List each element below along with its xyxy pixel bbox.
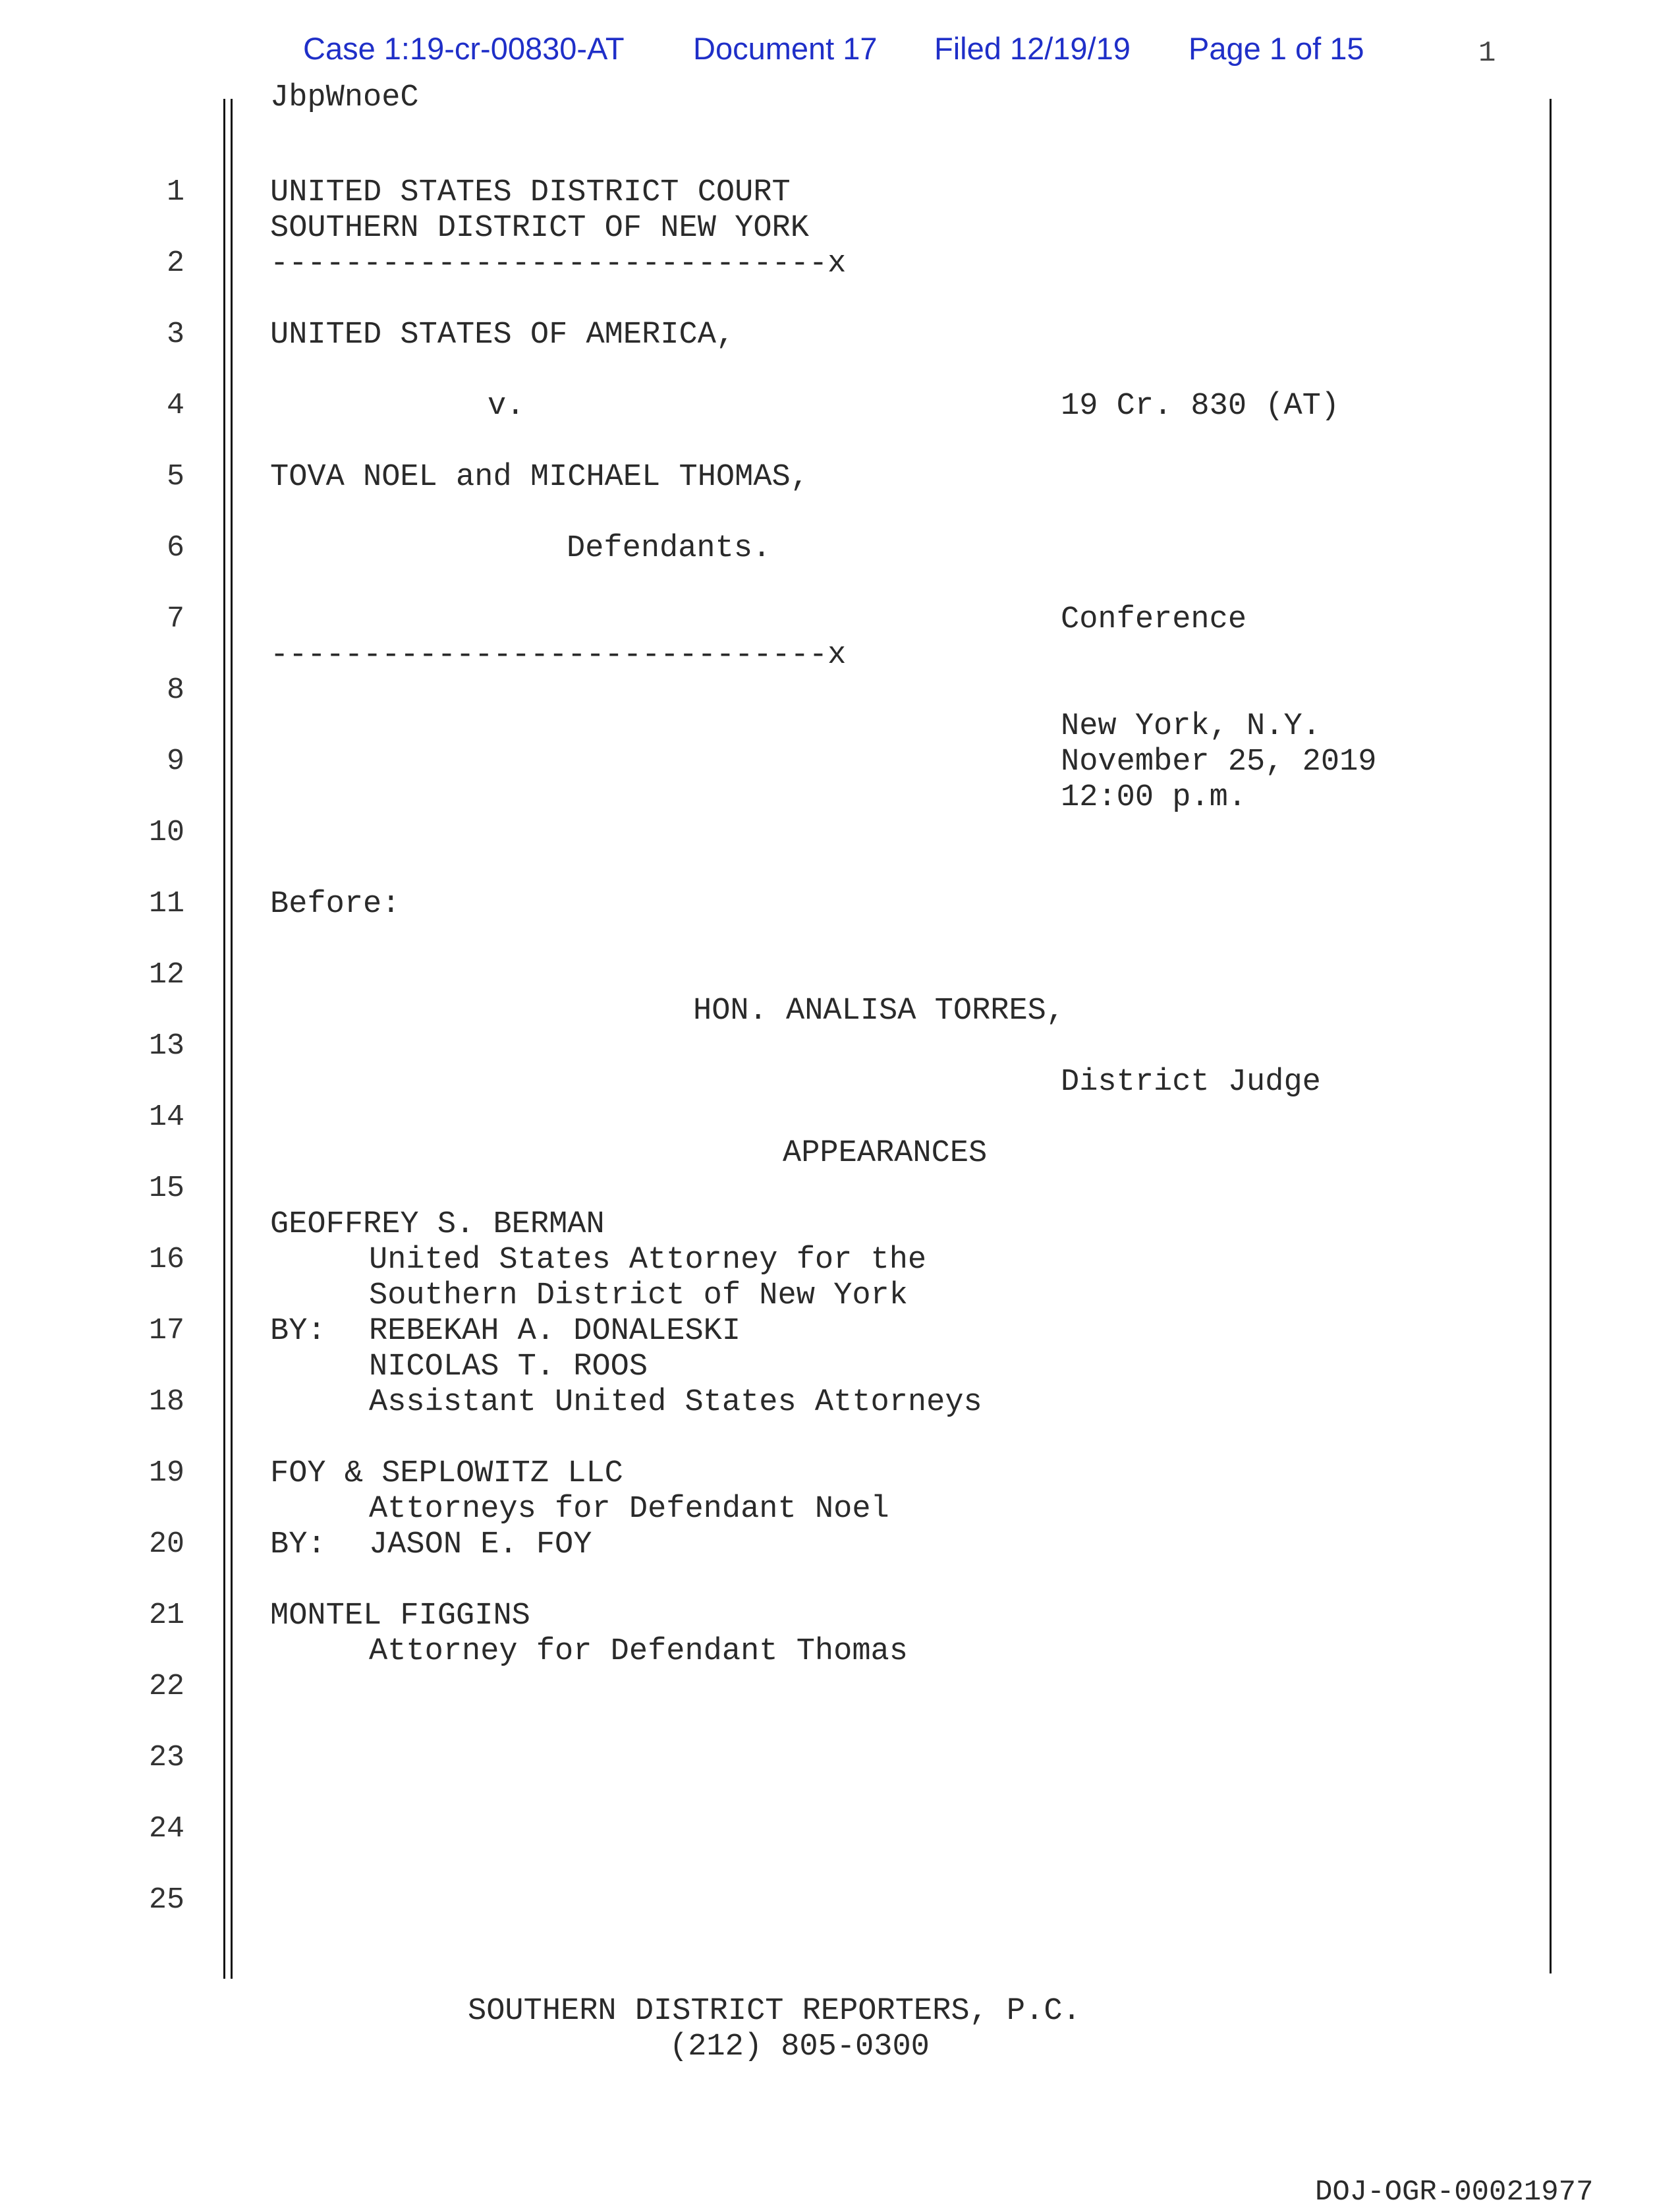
line-number: 18 (148, 1385, 184, 1419)
line-number: 22 (148, 1670, 184, 1703)
defendants-names: TOVA NOEL and MICHAEL THOMAS, (270, 460, 809, 495)
judge-name: HON. ANALISA TORRES, (693, 994, 1065, 1029)
reporter-phone: (212) 805-0300 (669, 2029, 930, 2064)
right-margin-rule (1550, 99, 1552, 1973)
line-number: 21 (148, 1599, 184, 1632)
proceeding-date: November 25, 2019 (1061, 745, 1377, 780)
line-number: 2 (166, 246, 184, 280)
noel-attorney-name: JASON E. FOY (369, 1527, 592, 1562)
line-number: 4 (166, 389, 184, 422)
filed-date-header: Filed 12/19/19 (934, 31, 1131, 66)
bates-number: DOJ-OGR-00021977 (1315, 2176, 1594, 2209)
reporter-name: SOUTHERN DISTRICT REPORTERS, P.C. (468, 1994, 1081, 2029)
proceeding-time: 12:00 p.m. (1061, 780, 1247, 815)
left-margin-rule-outer (223, 99, 225, 1979)
proceeding-location: New York, N.Y. (1061, 709, 1321, 744)
line-number: 7 (166, 602, 184, 636)
line-number: 17 (148, 1314, 184, 1347)
caption-divider-bottom: ------------------------------x (270, 638, 847, 673)
page-count-header: Page 1 of 15 (1189, 31, 1364, 66)
caption-divider-top: ------------------------------x (270, 246, 847, 281)
docket-number: 19 Cr. 830 (AT) (1061, 389, 1340, 424)
ausa-name-2: NICOLAS T. ROOS (369, 1349, 648, 1384)
line-number: 25 (148, 1883, 184, 1917)
line-number: 13 (148, 1029, 184, 1063)
defendants-label: Defendants. (567, 531, 771, 566)
transcript-page-number: 1 (1478, 37, 1496, 70)
thomas-attorney-name: MONTEL FIGGINS (270, 1599, 530, 1633)
line-number: 14 (148, 1100, 184, 1134)
document-number-header: Document 17 (693, 31, 878, 66)
by-label: BY: (270, 1527, 326, 1562)
appearances-heading: APPEARANCES (783, 1136, 988, 1171)
by-label: BY: (270, 1314, 326, 1349)
judge-title: District Judge (1061, 1065, 1321, 1100)
line-number: 12 (148, 958, 184, 992)
left-margin-rule-inner (231, 99, 233, 1979)
court-name-line-2: SOUTHERN DISTRICT OF NEW YORK (270, 211, 809, 246)
line-number: 1 (166, 175, 184, 209)
us-attorney-role-line-1: United States Attorney for the (369, 1243, 927, 1278)
line-number: 15 (148, 1172, 184, 1205)
line-number: 11 (148, 887, 184, 921)
line-number: 16 (148, 1243, 184, 1276)
line-number: 23 (148, 1741, 184, 1774)
us-attorney-role-line-2: Southern District of New York (369, 1278, 908, 1313)
ausa-role: Assistant United States Attorneys (369, 1385, 982, 1420)
line-number: 8 (166, 673, 184, 707)
line-number: 10 (148, 816, 184, 849)
line-number: 3 (166, 318, 184, 351)
line-number: 20 (148, 1527, 184, 1561)
line-number: 6 (166, 531, 184, 565)
versus: v. (488, 389, 525, 424)
before-label: Before: (270, 887, 401, 922)
line-number: 19 (148, 1456, 184, 1490)
case-number-header: Case 1:19-cr-00830-AT (303, 31, 625, 66)
court-name-line-1: UNITED STATES DISTRICT COURT (270, 175, 791, 210)
proceeding-type: Conference (1061, 602, 1247, 637)
line-number: 9 (166, 745, 184, 778)
thomas-attorney-role: Attorney for Defendant Thomas (369, 1634, 908, 1669)
us-attorney-name: GEOFFREY S. BERMAN (270, 1207, 605, 1242)
transcript-code: JbpWnoeC (270, 80, 419, 115)
noel-firm-name: FOY & SEPLOWITZ LLC (270, 1456, 623, 1491)
noel-firm-role: Attorneys for Defendant Noel (369, 1492, 889, 1527)
line-number: 24 (148, 1812, 184, 1846)
ausa-name-1: REBEKAH A. DONALESKI (369, 1314, 741, 1349)
plaintiff-name: UNITED STATES OF AMERICA, (270, 318, 735, 353)
line-number: 5 (166, 460, 184, 494)
